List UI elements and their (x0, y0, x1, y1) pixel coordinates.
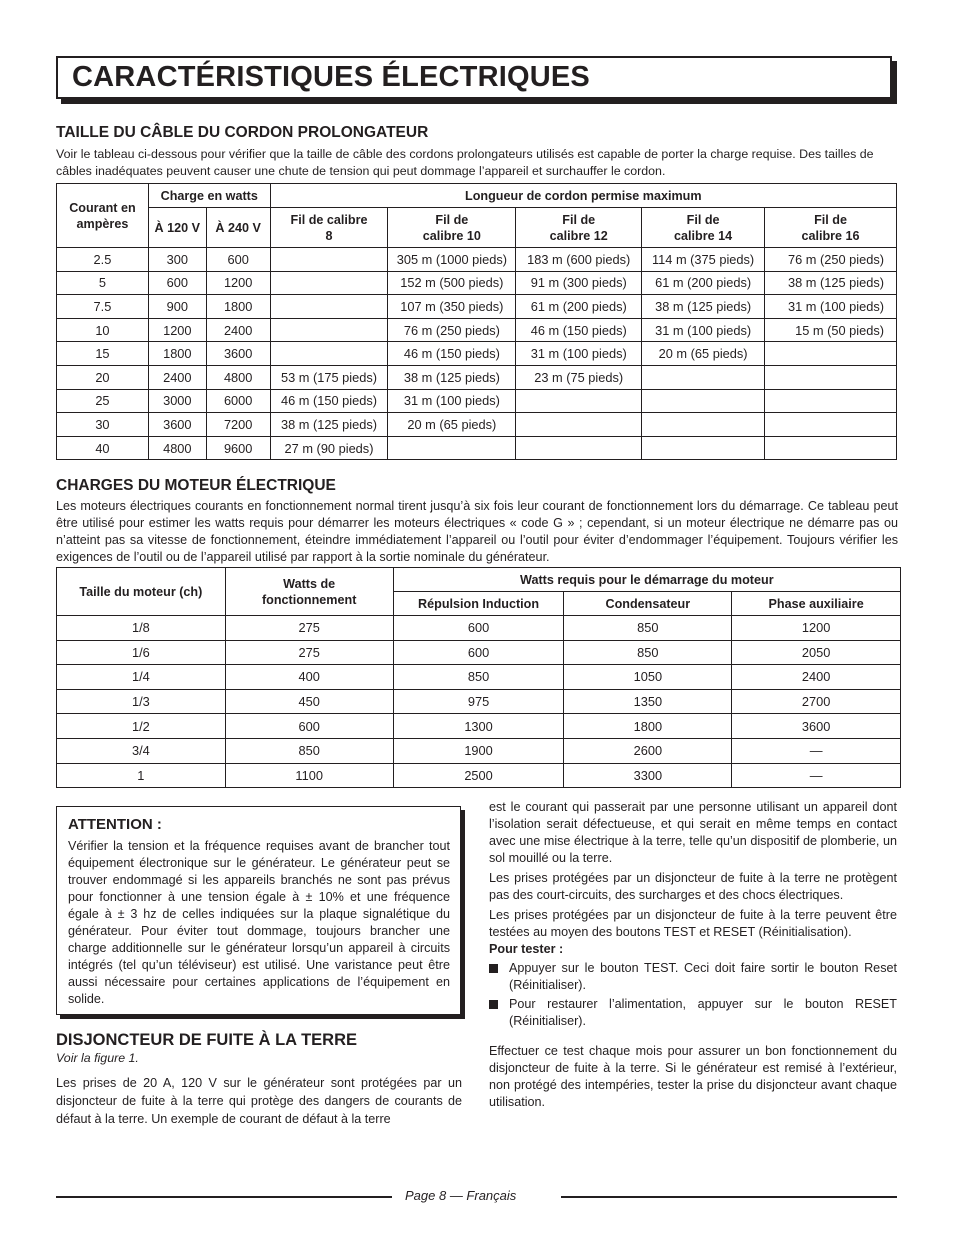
table-cell: 850 (564, 616, 732, 641)
table-cell: 46 m (150 pieds) (516, 318, 642, 342)
table-cell: — (732, 738, 901, 763)
table-cell: 20 m (65 pieds) (388, 413, 516, 437)
col-watts: Charge en watts (148, 184, 270, 208)
table-cell: 1/2 (57, 714, 226, 739)
motor-intro: Les moteurs électriques courants en fonctionnement normal tirent jusqu’à six fois leur courant de fonctionnement lors du démarrage. Ce tableau peut être utilisé pour estimer les watts requis pour démarrer les moteurs électriques « code G » ; cependant, si un moteur électrique ne démarre pas ou n’atteint pas sa vitesse de fonctionnement, éteindre immédiatement l’appareil ou l’outil pour éviter d’endommager l’équipement. Toujours vérifier les exigences de l’outil ou de l’appareil utilisé par rapport à la sortie nominale du générateur. (56, 499, 898, 564)
table-cell: 1300 (393, 714, 564, 739)
table-cell: 600 (393, 640, 564, 665)
table-cell: 2500 (393, 763, 564, 788)
gfci-paragraph-2: Les prises protégées par un disjoncteur de fuite à la terre ne protègent pas des court-circuits, des surcharges et des chocs électriques. (489, 871, 897, 902)
table-cell: 2400 (732, 665, 901, 690)
table-cell (270, 248, 388, 272)
table-cell: 275 (225, 640, 393, 665)
table-cell: 38 m (125 pieds) (270, 413, 388, 437)
gfci-right-column (489, 799, 897, 1111)
table-cell: 3300 (564, 763, 732, 788)
table-cell: 31 m (100 pieds) (765, 295, 897, 319)
col-running-watts: Watts de fonctionnement (225, 568, 393, 616)
motor-heading: CHARGES DU MOTEUR ÉLECTRIQUE (56, 477, 336, 494)
table-row (57, 248, 897, 272)
col-repulsion-induction: Répulsion Induction (393, 592, 564, 616)
table-cell: 1/6 (57, 640, 226, 665)
table-row (57, 763, 901, 788)
table-cell: 31 m (100 pieds) (642, 318, 765, 342)
table-cell: 6000 (206, 389, 270, 413)
col-gauge-14: Fil de calibre 14 (642, 208, 765, 248)
gfci-heading: DISJONCTEUR DE FUITE À LA TERRE (56, 1031, 357, 1049)
table-cell: 305 m (1000 pieds) (388, 248, 516, 272)
table-cell: 275 (225, 616, 393, 641)
table-row (57, 365, 897, 389)
table-cell (516, 389, 642, 413)
table-cell (765, 389, 897, 413)
table-row (57, 616, 901, 641)
list-item: Appuyer sur le bouton TEST. Ceci doit faire sortir le bouton Reset (Réinitialiser). (489, 960, 897, 994)
table-cell: 152 m (500 pieds) (388, 271, 516, 295)
table-cell: 40 (57, 436, 149, 460)
title-box (56, 56, 892, 99)
table-cell: 2600 (564, 738, 732, 763)
table-cell: 25 (57, 389, 149, 413)
table-cell: 2400 (148, 365, 206, 389)
table-cell: 76 m (250 pieds) (765, 248, 897, 272)
table-row (57, 738, 901, 763)
table-cell: 23 m (75 pieds) (516, 365, 642, 389)
attention-heading: ATTENTION : (68, 816, 162, 833)
bullet-square-icon (489, 964, 498, 973)
table-row (57, 413, 897, 437)
col-240v: À 240 V (206, 208, 270, 248)
table-cell: 76 m (250 pieds) (388, 318, 516, 342)
page-title: CARACTÉRISTIQUES ÉLECTRIQUES (72, 61, 590, 93)
table-cell: 1900 (393, 738, 564, 763)
table-cell (270, 318, 388, 342)
col-gauge-10: Fil de calibre 10 (388, 208, 516, 248)
table-cell: 183 m (600 pieds) (516, 248, 642, 272)
table-cell: 3600 (206, 342, 270, 366)
table-cell: 31 m (100 pieds) (388, 389, 516, 413)
table-cell (765, 413, 897, 437)
table-row (57, 295, 897, 319)
table-cell (388, 436, 516, 460)
table-cell (765, 342, 897, 366)
table-cell: 1/8 (57, 616, 226, 641)
table-cell: 4800 (148, 436, 206, 460)
table-row (57, 342, 897, 366)
table-cell: 7200 (206, 413, 270, 437)
table-cell: 114 m (375 pieds) (642, 248, 765, 272)
col-amps: Courant en ampères (57, 184, 149, 248)
table-cell: 1050 (564, 665, 732, 690)
table-row (57, 271, 897, 295)
table-cell (270, 295, 388, 319)
gfci-paragraph-3: Les prises protégées par un disjoncteur de fuite à la terre peuvent être testées au moyen des boutons TEST et RESET (Réinitialisation). (489, 908, 897, 939)
table-cell: 15 m (50 pieds) (765, 318, 897, 342)
table-cell: 3600 (148, 413, 206, 437)
table-cell: 400 (225, 665, 393, 690)
table-cell: 2.5 (57, 248, 149, 272)
table-cell: 600 (206, 248, 270, 272)
table-cell: 600 (148, 271, 206, 295)
table-cell: 2700 (732, 689, 901, 714)
table-cell: 1800 (148, 342, 206, 366)
col-gauge-12: Fil de calibre 12 (516, 208, 642, 248)
motor-load-table (56, 567, 901, 788)
table-cell (642, 365, 765, 389)
table-cell: 46 m (150 pieds) (388, 342, 516, 366)
table-cell: 9600 (206, 436, 270, 460)
gfci-paragraph-1-cont: est le courant qui passerait par une personne utilisant un appareil dont l’isolation serait défectueuse, et qui serait en même temps en contact avec une mise électrique à la terre, telle qu’un dispositif de plomberie, un sol mouillé ou la terre. (489, 800, 897, 865)
extension-heading: TAILLE DU CÂBLE DU CORDON PROLONGATEUR (56, 124, 429, 141)
table-cell: 20 (57, 365, 149, 389)
gfci-test-steps (489, 960, 897, 1030)
table-cell: 600 (393, 616, 564, 641)
table-cell: 2400 (206, 318, 270, 342)
table-cell: 46 m (150 pieds) (270, 389, 388, 413)
table-cell: 107 m (350 pieds) (388, 295, 516, 319)
table-row (57, 640, 901, 665)
table-cell: 3/4 (57, 738, 226, 763)
table-cell: 38 m (125 pieds) (765, 271, 897, 295)
table-cell: 4800 (206, 365, 270, 389)
table-cell (516, 436, 642, 460)
table-cell: 15 (57, 342, 149, 366)
table-row (57, 318, 897, 342)
table-cell: 5 (57, 271, 149, 295)
bullet-square-icon (489, 1000, 498, 1009)
table-cell: 1350 (564, 689, 732, 714)
col-120v: À 120 V (148, 208, 206, 248)
table-cell: 10 (57, 318, 149, 342)
table-cell (642, 413, 765, 437)
col-gauge-16: Fil de calibre 16 (765, 208, 897, 248)
table-cell: 450 (225, 689, 393, 714)
table-cell: 1200 (732, 616, 901, 641)
table-row (57, 436, 897, 460)
table-cell: 1/4 (57, 665, 226, 690)
table-row (57, 665, 901, 690)
col-capacitor: Condensateur (564, 592, 732, 616)
table-row (57, 714, 901, 739)
table-cell: 31 m (100 pieds) (516, 342, 642, 366)
col-length: Longueur de cordon permise maximum (270, 184, 896, 208)
table-cell: 61 m (200 pieds) (516, 295, 642, 319)
footer-rule-left (56, 1196, 392, 1198)
col-split-phase: Phase auxiliaire (732, 592, 901, 616)
table-cell: 91 m (300 pieds) (516, 271, 642, 295)
col-starting-watts: Watts requis pour le démarrage du moteur (393, 568, 900, 592)
table-cell (765, 365, 897, 389)
footer-rule-right (561, 1196, 897, 1198)
table-cell: 3600 (732, 714, 901, 739)
gfci-paragraph-1: Les prises de 20 A, 120 V sur le générateur sont protégées par un disjoncteur de fuite à la terre qui protège des dangers de courants de défaut à la terre. Un exemple de courant de défaut à la terre (56, 1076, 462, 1126)
table-cell: 1100 (225, 763, 393, 788)
table-cell: 600 (225, 714, 393, 739)
list-item: Pour restaurer l’alimentation, appuyer sur le bouton RESET (Réinitialiser). (489, 996, 897, 1030)
col-gauge-8: Fil de calibre 8 (270, 208, 388, 248)
table-cell: 7.5 (57, 295, 149, 319)
table-cell: 3000 (148, 389, 206, 413)
table-cell: — (732, 763, 901, 788)
table-cell: 27 m (90 pieds) (270, 436, 388, 460)
table-cell (642, 389, 765, 413)
table-cell: 53 m (175 pieds) (270, 365, 388, 389)
table-cell: 20 m (65 pieds) (642, 342, 765, 366)
attention-box (56, 806, 461, 1015)
table-cell: 2050 (732, 640, 901, 665)
table-cell: 850 (225, 738, 393, 763)
table-cell (270, 342, 388, 366)
gfci-test-label: Pour tester : (489, 942, 564, 956)
table-cell: 975 (393, 689, 564, 714)
table-cell (642, 436, 765, 460)
table-cell: 1200 (206, 271, 270, 295)
col-motor-size: Taille du moteur (ch) (57, 568, 226, 616)
table-row (57, 389, 897, 413)
table-cell: 38 m (125 pieds) (388, 365, 516, 389)
table-row (57, 689, 901, 714)
table-cell: 1200 (148, 318, 206, 342)
table-cell: 1800 (206, 295, 270, 319)
extension-intro: Voir le tableau ci-dessous pour vérifier que la taille de câble des cordons prolongateurs utilisés est capable de porter la charge requise. Des tailles de câbles inadéquates peuvent causer une chute de tension qui peut dommage l’appareil et surchauffer le cordon. (56, 147, 874, 178)
table-cell: 30 (57, 413, 149, 437)
gfci-paragraph-4: Effectuer ce test chaque mois pour assurer un bon fonctionnement du disjoncteur de fuite à la terre. Si le générateur est remisé à l’extérieur, non protégé des intempéries, tester la prise du disjoncteur avant chaque utilisation. (489, 1044, 897, 1109)
table-cell (270, 271, 388, 295)
table-cell (516, 413, 642, 437)
table-cell (765, 436, 897, 460)
table-cell: 850 (564, 640, 732, 665)
table-cell: 850 (393, 665, 564, 690)
table-cell: 1/3 (57, 689, 226, 714)
table-cell: 300 (148, 248, 206, 272)
attention-text: Vérifier la tension et la fréquence requises avant de brancher tout équipement électronique sur le générateur. Le générateur peut se trouver endommagé si les appareils branchés ne sont pas prévus pour fonctionner à une tension égale à ± 10% et une fréquence égale à ± 3 hz de celles indiquées sur la plaque signalétique du générateur. Pour éviter tout dommage, toujours brancher une charge additionnelle sur le générateur lorsqu’un appareil à circuits intégrés (tel qu’un téléviseur) est utilisé. Une varistance peut être aussi nécessaire pour certaines applications de l’équipement en solide. (68, 839, 450, 1006)
table-cell: 1800 (564, 714, 732, 739)
table-cell: 61 m (200 pieds) (642, 271, 765, 295)
gfci-figure-ref: Voir la figure 1. (56, 1051, 139, 1065)
table-cell: 38 m (125 pieds) (642, 295, 765, 319)
page-footer: Page 8 — Français (405, 1188, 517, 1203)
table-cell: 1 (57, 763, 226, 788)
table-cell: 900 (148, 295, 206, 319)
extension-cord-table (56, 183, 897, 460)
